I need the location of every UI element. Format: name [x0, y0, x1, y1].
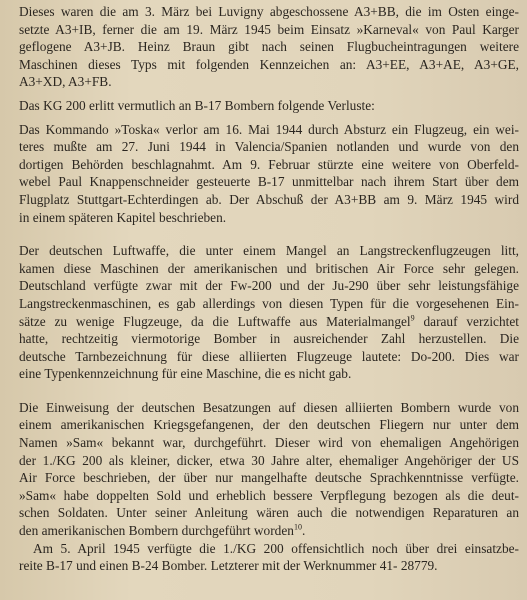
text-fragment: .: [301, 523, 306, 539]
text-line: Die Einweisung der deutschen Besatzungen auf diesen alliierten Bombern wurde von: [19, 399, 519, 415]
text-line: in einem späteren Kapitel beschrieben.: [19, 209, 227, 225]
text-line: Dieses waren die am 3. März bei Luvigny abgeschossene A3+BB, die im Osten einge-: [19, 4, 519, 19]
paragraph-losses-intro: [19, 97, 519, 115]
text-line: deutsche Tarnbezeichnung für diese alliierten Flugzeuge lautete: Do-200. Dies war: [19, 348, 519, 364]
text-line: Air Force beschrieben, der über nur mangelhafte deutsche Sprachkenntnisse verfügte.: [19, 470, 519, 486]
text-line: schen Soldaten. Unter seiner Anleitung wären auch die notwendigen Reparaturen an: [19, 505, 519, 521]
text-line: einem amerikanischen Kriegsgefangenen, der den deutschen Fliegern nur unter dem: [19, 417, 519, 433]
text-line: Flugplatz Stuttgart-Echterdingen ab. Der Abschuß der A3+BB am 9. März 1945 wird: [19, 191, 519, 207]
footnote-ref-9[interactable]: 9: [410, 313, 415, 323]
text-line: webel Paul Knappenschneider gesteuerte B-17 unmittelbar nach ihrem Start über dem: [19, 174, 519, 190]
text-line: Am 5. April 1945 verfügte die 1./KG 200 offensichtlich noch über drei einsatzbe-: [33, 540, 519, 556]
text-line-with-footnote: [19, 522, 519, 540]
paragraph-sam-instructor: [19, 399, 519, 540]
text-line: »Sam« habe doppelten Sold und erheblich bessere Verpflegung bezogen als die deut-: [19, 487, 519, 503]
paragraph-aircraft-codes: [19, 3, 519, 91]
text-fragment: darauf verzichtet: [414, 313, 519, 329]
paragraph-luftwaffe-shortage: [19, 242, 519, 383]
text-line: hatte, rechtzeitig viermotorige Bomber in ausreichender Zahl herzustellen. Die: [19, 331, 519, 347]
text-line: A3+XD, A3+FB.: [19, 74, 112, 90]
text-fragment: den amerikanischen Bombern durchgeführt worden: [19, 523, 294, 539]
text-fragment: sätze zu wenige Flugzeuge, da die Luftwaffe aus Materialmangel: [19, 313, 411, 329]
text-line: Maschinen dieses Typs mit folgenden Kennzeichen an: A3+EE, A3+AE, A3+GE,: [19, 56, 519, 72]
text-line: der 1./KG 200 als kleiner, dicker, etwa 30 Jahre alter, ehemaliger Angehöriger der US: [19, 452, 519, 468]
paragraph-toska-losses: [19, 121, 519, 227]
text-line: geflogene A3+JB. Heinz Braun gibt nach seinen Flugbucheintragungen weitere: [19, 39, 519, 55]
text-line: Das KG 200 erlitt vermutlich an B-17 Bombern folgende Verluste:: [19, 97, 375, 113]
text-line: Namen »Sam« bekannt war, durchgeführt. Dieser wird von ehemaligen Angehörigen: [19, 435, 519, 451]
paragraph-april-1945: [19, 540, 519, 575]
text-line: Das Kommando »Toska« verlor am 16. Mai 1944 durch Absturz ein Flugzeug, ein wei-: [19, 121, 519, 137]
text-line: dortigen Behörden beschlagnahmt. Am 9. Februar stürzte eine weitere von Oberfeld-: [19, 156, 519, 172]
text-line: eine Typenkennzeichnung für eine Maschine, die es nicht gab.: [19, 366, 352, 382]
text-line: teres mußte am 27. Juni 1944 in Valencia/Spanien notlanden und wurde von den: [19, 139, 519, 155]
text-line: reite B-17 und einen B-24 Bomber. Letzterer mit der Werknummer 41- 28779.: [19, 558, 438, 574]
text-line: Der deutschen Luftwaffe, die unter einem Mangel an Langstreckenflugzeugen litt,: [19, 243, 519, 259]
text-line: Deutschland verfügte zwar mit der Fw-200 und der Ju-290 über sehr leistungsfähige: [19, 278, 519, 294]
text-line: setzte A3+IB, ferner die am 19. März 1945 beim Einsatz »Karneval« von Paul Karger: [19, 21, 519, 37]
footnote-ref-10[interactable]: 10: [293, 522, 302, 532]
text-line-with-footnote: [19, 313, 519, 331]
text-line: Langstreckenmaschinen, es gab allerdings von diesen Typen für die vorgesehenen Ein-: [19, 295, 519, 311]
text-line: kamen diese Maschinen der amerikanischen und britischen Air Force sehr gelegen.: [19, 260, 519, 276]
